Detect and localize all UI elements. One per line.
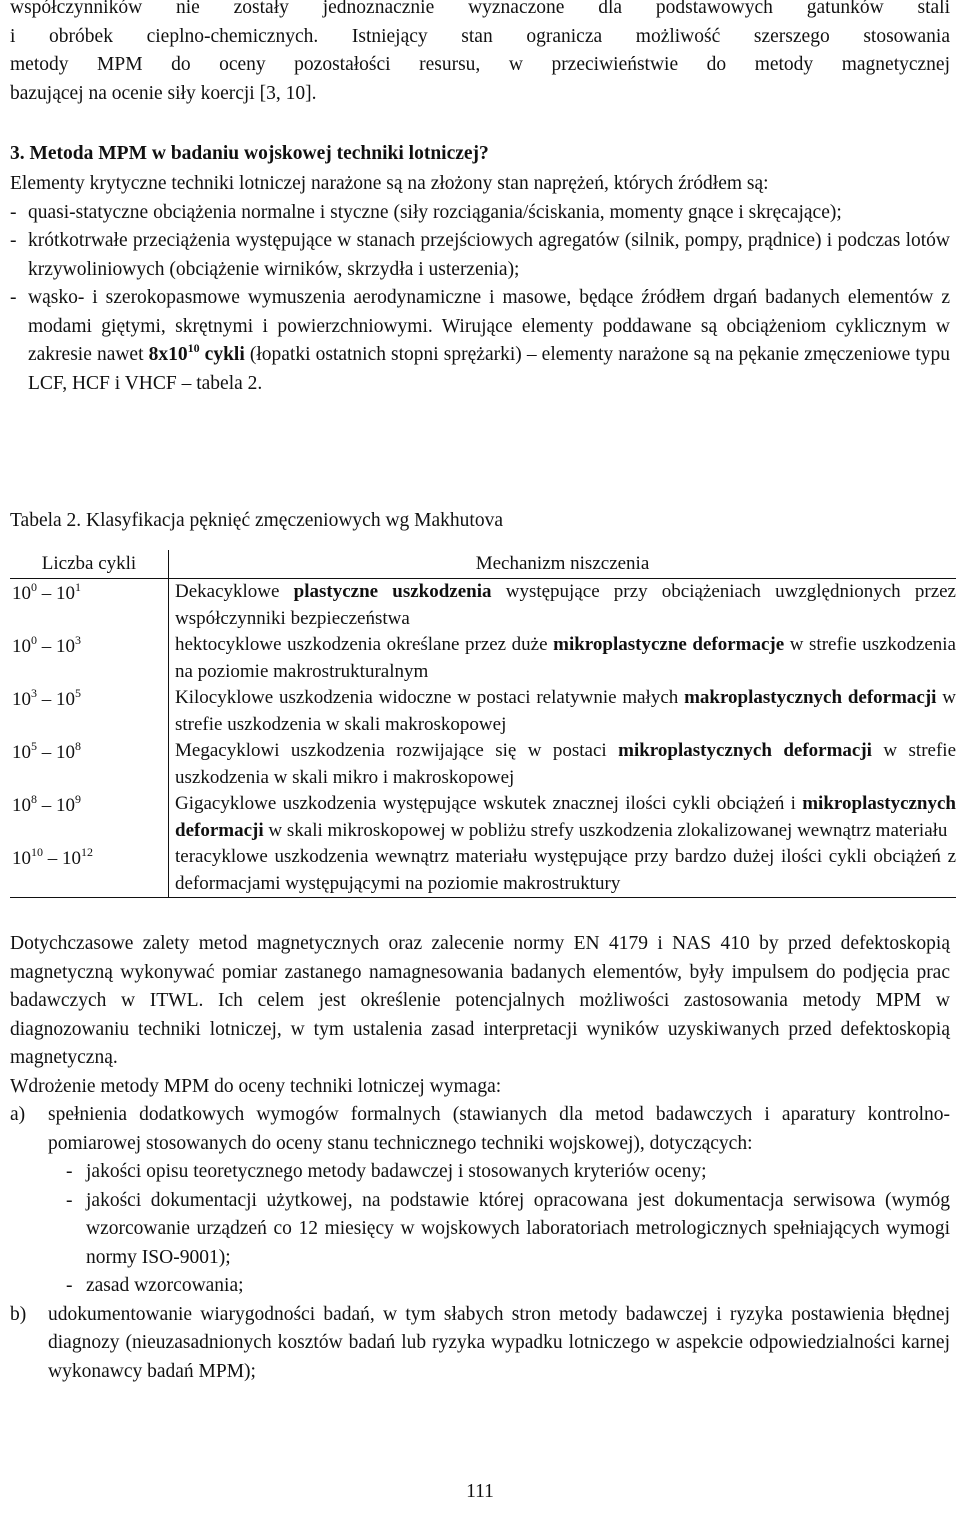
intro-paragraph — [10, 0, 950, 108]
damage-mechanism: teracyklowe uszkodzenia wewnątrz materiału występujące przy bardzo dużej ilości cykli obciążeń z deformacjami występującymi na poziomie makrostruktury — [169, 844, 957, 898]
intro-line: współczynników nie zostały jednoznacznie wyznaczone dla podstawowych gatunków stali — [10, 0, 950, 18]
table-row — [10, 579, 956, 633]
sub-list-item: - jakości dokumentacji użytkowej, na podstawie której opracowana jest dokumentacja serwisowa (wymóg wzorcowanie urządzeń co 12 miesięcy w wojskowych laboratoriach metrologicznych spełniających wymogi normy ISO-9001); — [66, 1189, 950, 1268]
section-lead: Elementy krytyczne techniki lotniczej narażone są na złożony stan naprężeń, których źródłem są: — [10, 173, 769, 194]
list-item-text: udokumentowanie wiarygodności badań, w tym słabych stron metody badawczej i ryzyka postawienia błędnej diagnozy (nieuzasadnionych kosztów badań lub ryzyka wypadku lotniczego w aspekcie odpowiedzialności karnej wykonawcy badań MPM); — [48, 1303, 950, 1382]
cycle-range: $10^3 - 10^5$ — [10, 685, 169, 738]
cycle-range: $10^8 - 10^9$ — [10, 791, 169, 844]
intro-line: metody MPM do oceny pozostałości resursu, w przeciwieństwie do metody magnetycznej — [10, 54, 950, 75]
list-item: - krótkotrwałe przeciążenia występujące w stanach przejściowych agregatów (silnik, pompy, prądnice) i podczas lotów krzywoliniowych (obciążenie wirników, skrzydła i usterzenia); — [10, 227, 950, 284]
damage-mechanism: Megacyklowi uszkodzenia rozwijające się w postaci mikroplastycznych deformacji w strefie uszkodzenia w skali mikro i makroskopowej — [175, 740, 956, 788]
closing-paragraph: Dotychczasowe zalety metod magnetycznych oraz zalecenie normy EN 4179 i NAS 410 by przed defektoskopią magnetyczną wykonywać pomiar zastanego namagnesowania badanych elementów, były impulsem do podjęcia prac badawczych w ITWL. Ich celem jest określenie potencjalnych możliwości zastosowania metody MPM w diagnozowaniu techniki lotniczej, w tym ustalenia zasad interpretacji wyników uzyskiwanych przed defektoskopią magnetyczną. — [10, 933, 950, 1068]
damage-mechanism: Dekacyklowe plastyczne uszkodzenia występujące przy obciążeniach uwzględnionych przez współczynniki bezpieczeństwa — [175, 581, 956, 629]
list-item: - wąsko- i szerokopasmowe wymuszenia aerodynamiczne i masowe, będące źródłem drgań badanych elementów z modami giętymi, skrętnymi i powierzchniowymi. Wirujące elementy poddawane są obciążeniom cyklicznym w zakresie nawet $8x10^{10}$ cykli (łopatki ostatnich stopni sprężarki) – elementy narażone są na pękanie zmęczeniowe typu LCF, HCF i VHCF – tabela 2. — [10, 284, 950, 398]
damage-mechanism: Kilocyklowe uszkodzenia widoczne w postaci relatywnie małych makroplastycznych deformacji w strefie uszkodzenia w skali makroskopowej — [175, 687, 956, 735]
list-item-text: spełnienia dodatkowych wymogów formalnych (stawianych dla metod badawczych i aparatury kontrolno-pomiarowej stosowanych do oceny stanu technicznego techniki wojskowej), dotyczących: — [48, 1104, 950, 1154]
section-body — [10, 170, 950, 398]
damage-mechanism: hektocyklowe uszkodzenia określane przez duże mikroplastyczne deformacje w strefie uszkodzenia na poziomie makrostrukturalnym — [175, 634, 956, 682]
closing-paragraph: Wdrożenie metody MPM do oceny techniki lotniczej wymaga: — [10, 1075, 502, 1097]
table-row — [10, 632, 956, 685]
page-number: 111 — [466, 1481, 494, 1502]
table-row — [10, 791, 956, 844]
column-header: Mechanizm niszczenia — [169, 550, 957, 579]
fatigue-classification-table — [10, 550, 956, 898]
intro-line: i obróbek cieplno-chemicznych. Istniejący stan ogranicza możliwość szerszego stosowania — [10, 25, 950, 47]
section-heading: 3. Metoda MPM w badaniu wojskowej techniki lotniczej? — [10, 143, 489, 164]
list-item — [10, 1101, 950, 1158]
cycle-range: $10^0 - 10^1$ — [10, 579, 169, 633]
sub-list-item: - jakości opisu teoretycznego metody badawczej i stosowanych kryteriów oceny; — [66, 1161, 707, 1182]
list-item-text: quasi-statyczne obciążenia normalne i styczne (siły rozciągania/ściskania, momenty gnące i skręcające); — [28, 201, 842, 223]
closing-section — [10, 930, 950, 1386]
list-label: a) — [10, 1104, 26, 1125]
column-header: Liczba cykli — [10, 550, 169, 579]
damage-mechanism: Gigacyklowe uszkodzenia występujące wskutek znacznej ilości cykli obciążeń i mikroplastycznych deformacji w skali mikroskopowej w pobliżu strefy uszkodzenia zlokalizowanej wewnątrz materiału — [175, 793, 956, 841]
cycle-range: $10^0 - 10^3$ — [10, 632, 169, 685]
table-row — [10, 844, 956, 898]
cycle-range: $10^5 - 10^8$ — [10, 738, 169, 791]
cycle-range: $10^{10} - 10^{12}$ — [10, 844, 169, 898]
list-item-text: wąsko- i szerokopasmowe wymuszenia aerodynamiczne i masowe, będące źródłem drgań badanych elementów z modami giętymi, skrętnymi i powierzchniowymi. Wirujące elementy poddawane są obciążeniom cyklicznym w zakresie nawet $8x10^{10}$ cykli (łopatki ostatnich stopni sprężarki) – elementy narażone są na pękanie zmęczeniowe typu LCF, HCF i VHCF – tabela 2. — [28, 287, 951, 394]
list-item-text: krótkotrwałe przeciążenia występujące w stanach przejściowych agregatów (silnik, pompy, prądnice) i podczas lotów krzywoliniowych (obciążenie wirników, skrzydła i usterzenia); — [28, 230, 950, 280]
table-row — [10, 738, 956, 791]
intro-line: bazującej na ocenie siły koercji [3, 10]. — [10, 82, 317, 104]
cycle-count: $8x10^{10}$ cykli — [148, 341, 245, 365]
sub-list-item: - zasad wzorcowania; — [66, 1275, 244, 1296]
list-label: b) — [10, 1303, 27, 1325]
list-item: - quasi-statyczne obciążenia normalne i styczne (siły rozciągania/ściskania, momenty gnące i skręcające); — [10, 199, 950, 228]
list-item — [10, 1301, 950, 1387]
table-row — [10, 685, 956, 738]
table-caption: Tabela 2. Klasyfikacja pęknięć zmęczeniowych wg Makhutova — [10, 510, 503, 531]
